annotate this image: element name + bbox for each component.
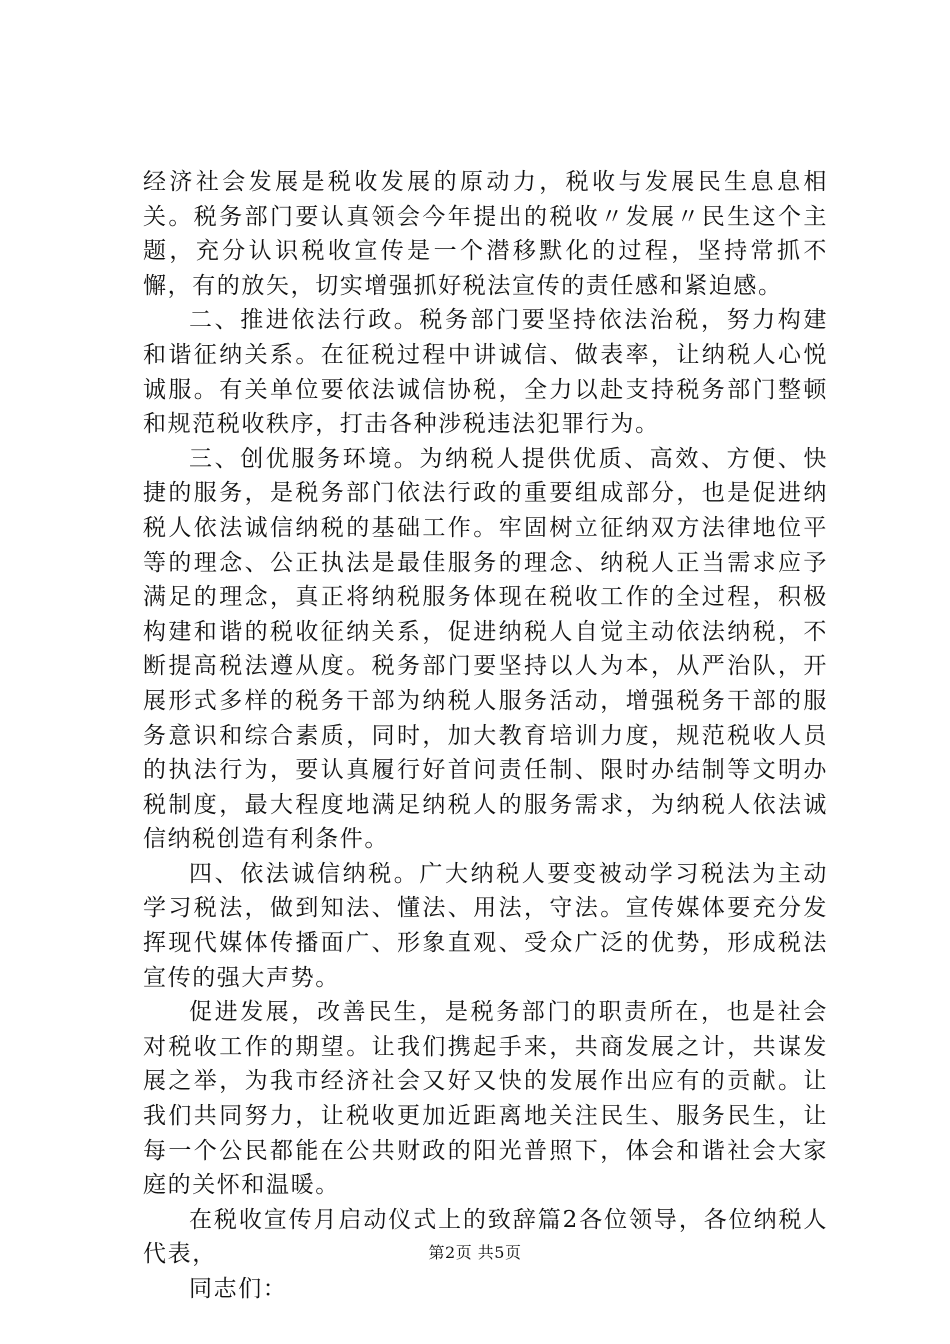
paragraph-section-two: 二、推进依法行政。税务部门要坚持依法治税，努力构建和谐征纳关系。在征税过程中讲诚信、做表率，让纳税人心悦诚服。有关单位要依法诚信协税，全力以赴支持税务部门整顿和规范税收秩序，打击各种涉税违法犯罪行为。 [143, 307, 828, 438]
paragraph-continuation: 经济社会发展是税收发展的原动力，税收与发展民生息息相关。税务部门要认真领会今年提出的税收〃发展〃民生这个主题，充分认识税收宣传是一个潜移默化的过程，坚持常抓不懈，有的放矢，切实增强抓好税法宣传的责任感和紧迫感。 [143, 169, 828, 299]
paragraph-salutation: 同志们： [189, 1276, 288, 1302]
paragraph-section-three: 三、创优服务环境。为纳税人提供优质、高效、方便、快捷的服务，是税务部门依法行政的重要组成部分，也是促进纳税人依法诚信纳税的基础工作。牢固树立征纳双方法律地位平等的理念、公正执法是最佳服务的理念、纳税人正当需求应予满足的理念，真正将纳税服务体现在税收工作的全过程，积极构建和谐的税收征纳关系，促进纳税人自觉主动依法纳税，不断提高税法遵从度。税务部门要坚持以人为本，从严治队，开展形式多样的税务干部为纳税人服务活动，增强税务干部的服务意识和综合素质，同时，加大教育培训力度，规范税收人员的执法行为，要认真履行好首问责任制、限时办结制等文明办税制度，最大程度地满足纳税人的服务需求，为纳税人依法诚信纳税创造有利条件。 [143, 445, 828, 853]
paragraph-speech-title: 在税收宣传月启动仪式上的致辞篇2各位领导，各位纳税人代表， [143, 1206, 828, 1268]
paragraph-section-four: 四、依法诚信纳税。广大纳税人要变被动学习税法为主动学习税法，做到知法、懂法、用法，守法。宣传媒体要充分发挥现代媒体传播面广、形象直观、受众广泛的优势，形成税法宣传的强大声势。 [143, 860, 828, 991]
page-footer: 第2页 共5页 [428, 1243, 522, 1262]
paragraph-closing: 促进发展，改善民生，是税务部门的职责所在，也是社会对税收工作的期望。让我们携起手来，共商发展之计，共谋发展之举，为我市经济社会又好又快的发展作出应有的贡献。让我们共同努力，让税收更加近距离地关注民生、服务民生，让每一个公民都能在公共财政的阳光普照下，体会和谐社会大家庭的关怀和温暖。 [143, 999, 828, 1199]
document-body [143, 165, 828, 1307]
